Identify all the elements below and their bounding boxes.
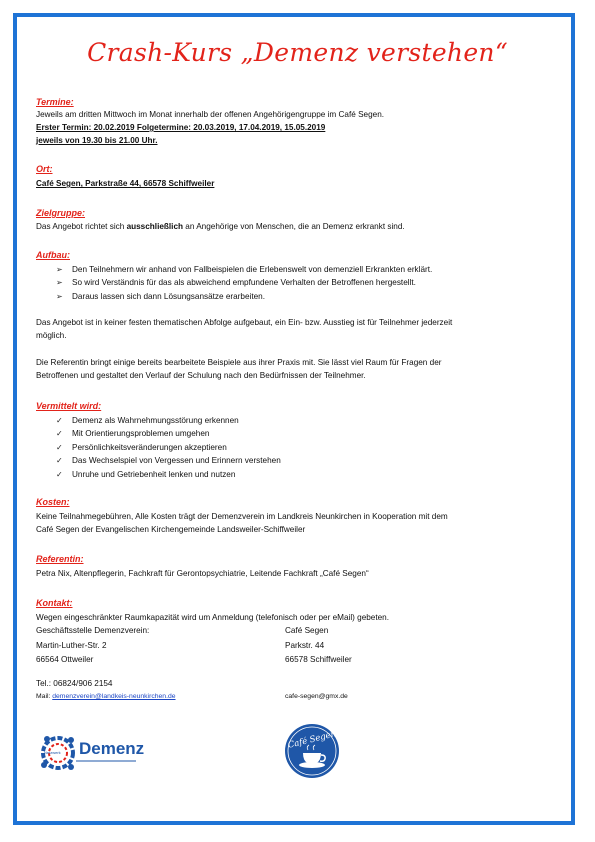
list-item-text: Demenz als Wahrnehmungsstörung erkennen: [72, 416, 239, 425]
list-item-text: So wird Verständnis für das als abweichend empfundene Verhalten der Betroffenen hergestellt.: [72, 278, 416, 288]
section-heading-vermittelt: Vermittelt wird:: [36, 401, 102, 411]
kontakt-mail: [36, 690, 176, 703]
kontakt-right-2: Parkstr. 44: [285, 641, 325, 650]
kosten-line-2: Café Segen der Evangelischen Kirchengemeinde Landsweiler-Schiffweiler: [36, 525, 306, 534]
checkmark-icon: ✓: [56, 416, 63, 425]
list-item: [56, 441, 281, 454]
aufbau-para1-line2: möglich.: [36, 331, 67, 340]
aufbau-para2-line2: Betroffenen und gestaltet den Verlauf der Schulung nach den Bedürfnissen der Teilnehmer.: [36, 371, 366, 380]
ort-line-1: Café Segen, Parkstraße 44, 66578 Schiffweiler: [36, 179, 215, 188]
arrow-bullet-icon: ➢: [56, 291, 63, 301]
zielgruppe-text: [36, 220, 405, 233]
kontakt-left-2: Martin-Luther-Str. 2: [36, 641, 107, 650]
cafe-segen-logo: [284, 723, 340, 779]
checkmark-icon: ✓: [56, 442, 63, 452]
mail-label: Mail:: [36, 693, 53, 700]
checkmark-icon: ✓: [56, 429, 63, 439]
kontakt-left-3: 66564 Ottweiler: [36, 655, 94, 664]
list-item-text: Mit Orientierungsproblemen umgehen: [72, 429, 210, 439]
kontakt-intro: Wegen eingeschränkter Raumkapazität wird um Anmeldung (telefonisch oder per eMail) gebeten.: [36, 613, 390, 622]
referentin-line-1: Petra Nix, Altenpflegerin, Fachkraft für Gerontopsychiatrie, Leitende Fachkraft „Café Segen“: [36, 569, 369, 578]
page-title: Crash-Kurs „Demenz verstehen“: [87, 38, 508, 67]
arrow-bullet-icon: ➢: [56, 265, 63, 274]
section-heading-aufbau: Aufbau:: [36, 250, 70, 260]
kontakt-right-1: Café Segen: [285, 626, 329, 635]
list-item: [56, 468, 281, 481]
section-heading-referentin: Referentin:: [36, 554, 84, 564]
list-item: [56, 414, 281, 427]
zielgruppe-bold: ausschließlich: [126, 222, 184, 231]
section-heading-kosten: Kosten:: [36, 497, 70, 507]
section-heading-zielgruppe: Zielgruppe:: [36, 208, 85, 218]
aufbau-para2-line1: Die Referentin bringt einige bereits bearbeitete Beispiele aus ihrer Praxis mit. Sie lässt viel Raum für Fragen der: [36, 358, 442, 367]
logo-text-small: Netzwerk: [44, 750, 61, 755]
checkmark-icon: ✓: [56, 456, 63, 466]
termine-line-2: Erster Termin: 20.02.2019 Folgetermine: 20.03.2019, 17.04.2019, 15.05.2019: [36, 123, 326, 132]
list-item: [56, 290, 432, 303]
termine-line-3: jeweils von 19.30 bis 21.00 Uhr.: [36, 136, 158, 145]
list-item-text: Daraus lassen sich dann Lösungsansätze erarbeiten.: [72, 291, 265, 301]
list-item-text: Unruhe und Getriebenheit lenken und nutzen: [72, 469, 236, 479]
list-item: [56, 427, 281, 440]
list-item-text: Persönlichkeitsveränderungen akzeptieren: [72, 442, 227, 452]
arrow-bullet-icon: ➢: [56, 278, 63, 288]
section-heading-termine: Termine:: [36, 97, 74, 107]
aufbau-para1-line1: Das Angebot ist in keiner festen thematischen Abfolge aufgebaut, ein Ein- bzw. Ausstieg ist für Teilnehmer jederzeit: [36, 318, 453, 327]
section-heading-kontakt: Kontakt:: [36, 598, 73, 608]
kosten-line-1: Keine Teilnahmegebühren, Alle Kosten trägt der Demenzverein im Landkreis Neunkirchen in Kooperation mit dem: [36, 512, 448, 521]
demenz-network-logo: [38, 727, 145, 783]
mail-link[interactable]: demenzverein@landkeis-neunkirchen.de: [52, 693, 176, 700]
list-item-text: Den Teilnehmern wir anhand von Fallbeispielen die Erlebenswelt von demenziell Erkrankten erklärt.: [72, 265, 433, 274]
termine-line-1: Jeweils am dritten Mittwoch im Monat innerhalb der offenen Angehörigengruppe im Café Segen.: [36, 110, 385, 119]
logo-text-cafe-segen: Café Segen: [286, 729, 338, 751]
kontakt-mail-right: cafe-segen@gmx.de: [285, 693, 348, 700]
list-item: [56, 454, 281, 467]
list-item-text: Das Wechselspiel von Vergessen und Erinnern verstehen: [72, 456, 281, 466]
zielgruppe-post: an Angehörige von Menschen, die an Demenz erkrankt sind.: [183, 222, 405, 231]
kontakt-left-1: Geschäftsstelle Demenzverein:: [36, 626, 150, 635]
checkmark-icon: ✓: [56, 469, 63, 479]
list-item: [56, 263, 432, 276]
kontakt-tel: Tel.: 06824/906 2154: [36, 679, 113, 688]
vermittelt-list: [56, 414, 281, 481]
section-heading-ort: Ort:: [36, 164, 53, 174]
aufbau-list: [56, 263, 432, 303]
zielgruppe-pre: Das Angebot richtet sich: [36, 222, 127, 231]
kontakt-right-3: 66578 Schiffweiler: [285, 655, 352, 664]
logo-text-demenz: Demenz: [79, 739, 145, 758]
list-item: [56, 276, 432, 289]
